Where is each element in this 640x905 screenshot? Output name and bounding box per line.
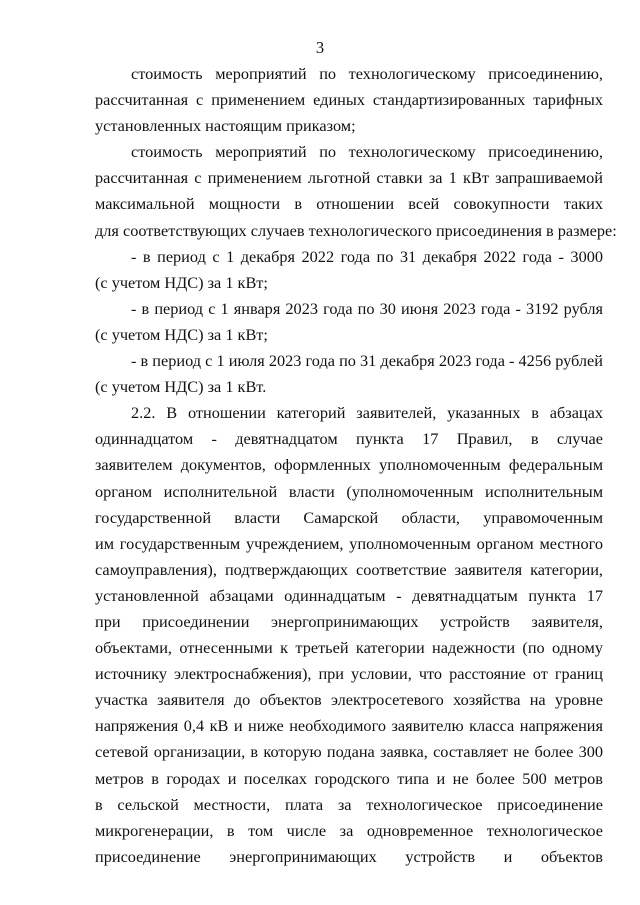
text-line: участка заявителя до объектов электросетевого хозяйства на уровне (95, 690, 603, 710)
text-line: - в период с 1 июля 2023 года по 31 декабря 2023 года - 4256 рублей (131, 351, 603, 371)
text-line: объектами, отнесенными к третьей категории надежности (по одному (95, 638, 603, 658)
document-body (95, 61, 617, 870)
paragraph (95, 400, 603, 870)
paragraph (95, 61, 603, 139)
text-line: 2.2. В отношении категорий заявителей, указанных в абзацах (131, 403, 603, 423)
text-line: микрогенерации, в том числе за одновременное технологическое (95, 820, 603, 840)
text-line: для соответствующих случаев технологического присоединения в размере: (95, 220, 617, 240)
text-line: при присоединении энергопринимающих устройств заявителя, (95, 611, 603, 631)
text-line: стоимость мероприятий по технологическому присоединению, (131, 64, 603, 83)
text-line: присоединение энергопринимающих устройств и объектов (95, 846, 603, 866)
page-number: 3 (315, 38, 325, 57)
text-line: рассчитанная с применением льготной ставки за 1 кВт запрашиваемой (95, 168, 603, 188)
text-line: рассчитанная с применением единых стандартизированных тарифных (95, 90, 603, 110)
text-line: установленных настоящим приказом; (95, 116, 356, 136)
text-line: органом исполнительной власти (уполномоченным исполнительным (95, 481, 603, 501)
text-line: стоимость мероприятий по технологическому присоединению, (131, 142, 603, 162)
paragraph (95, 139, 617, 243)
text-line: метров в городах и поселках городского типа и не более 500 метров (95, 768, 603, 788)
text-line: в сельской местности, плата за технологическое присоединение (95, 794, 603, 814)
text-line: им государственным учреждением, уполномоченным органом местного (95, 533, 603, 553)
text-line: - в период с 1 декабря 2022 года по 31 декабря 2022 года - 3000 (131, 246, 603, 266)
text-line: установленной абзацами одиннадцатым - девятнадцатым пункта 17 (95, 585, 603, 605)
paragraph (95, 244, 603, 296)
paragraph (95, 296, 603, 348)
text-line: напряжения 0,4 кВ и ниже необходимого заявителю класса напряжения (95, 716, 603, 736)
text-line: (с учетом НДС) за 1 кВт; (95, 272, 268, 292)
text-line: одиннадцатом - девятнадцатом пункта 17 Правил, в случае (95, 429, 603, 449)
text-line: (с учетом НДС) за 1 кВт. (95, 377, 267, 397)
text-line: (с учетом НДС) за 1 кВт; (95, 324, 268, 344)
text-line: - в период с 1 января 2023 года по 30 июня 2023 года - 3192 рубля (131, 298, 603, 318)
text-line: самоуправления), подтверждающих соответствие заявителя категории, (95, 559, 603, 579)
text-line: максимальной мощности в отношении всей совокупности таких (95, 194, 603, 214)
paragraph (95, 348, 603, 400)
text-line: государственной власти Самарской области, управомоченным (95, 507, 603, 527)
text-line: сетевой организации, в которую подана заявка, составляет не более 300 (95, 742, 603, 762)
text-line: заявителем документов, оформленных уполномоченным федеральным (95, 455, 603, 475)
text-line: источнику электроснабжения), при условии, что расстояние от границ (95, 664, 603, 684)
